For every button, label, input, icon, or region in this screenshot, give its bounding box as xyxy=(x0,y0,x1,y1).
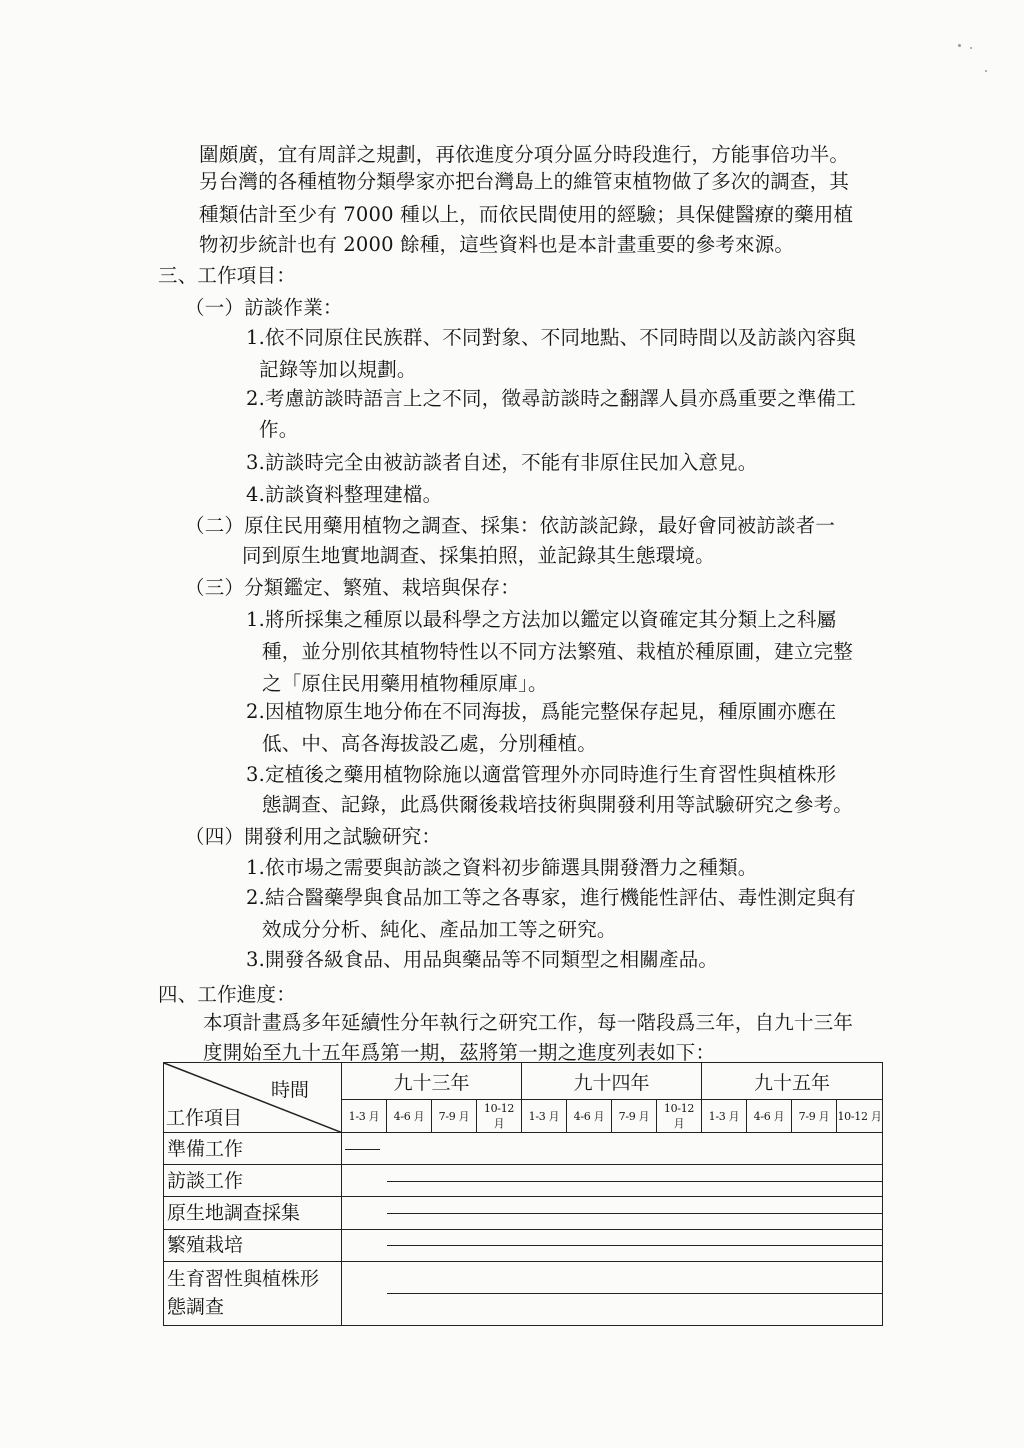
paragraph-line: 種類估計至少有 7000 種以上，而依民間使用的經驗；具保健醫療的藥用植 xyxy=(199,203,854,226)
schedule-table xyxy=(163,1062,883,1326)
list-item: 2.結合醫藥學與食品加工等之各專家，進行機能性評估、毒性測定與有 xyxy=(246,886,857,909)
month-header: 10-12 月 xyxy=(657,1100,702,1133)
year-header-94: 九十四年 xyxy=(522,1063,702,1100)
month-header: 10-12 月 xyxy=(477,1100,522,1133)
subsection-heading: （三）分類鑑定、繁殖、栽培與保存： xyxy=(185,576,520,599)
table-row xyxy=(164,1261,883,1325)
month-header: 10-12 月 xyxy=(837,1100,883,1133)
header-work-item: 工作項目 xyxy=(166,1107,243,1130)
list-item-continued: 態調查、記錄，此爲供爾後栽培技術與開發利用等試驗研究之參考。 xyxy=(262,793,854,816)
list-item: 2.考慮訪談時語言上之不同，徵尋訪談時之翻譯人員亦爲重要之準備工 xyxy=(246,387,857,410)
month-header: 7-9 月 xyxy=(432,1100,477,1133)
section-heading: 三、工作項目： xyxy=(158,264,296,287)
month-header: 1-3 月 xyxy=(522,1100,567,1133)
list-item: 1.依市場之需要與訪談之資料初步篩選具開發潛力之種類。 xyxy=(246,856,758,879)
table-row xyxy=(164,1229,883,1261)
header-time: 時間 xyxy=(270,1079,309,1101)
paragraph-line: 圍頗廣，宜有周詳之規劃，再依進度分項分區分時段進行，方能事倍功半。 xyxy=(199,143,850,166)
row-label-line: 態調查 xyxy=(167,1296,225,1319)
list-item-continued: 效成分分析、純化、產品加工等之研究。 xyxy=(262,918,617,941)
list-item: 3.訪談時完全由被訪談者自述，不能有非原住民加入意見。 xyxy=(246,451,758,474)
list-item-continued: 種，並分別依其植物特性以不同方法繁殖、栽植於種原圃，建立完整 xyxy=(262,640,854,663)
row-label xyxy=(164,1261,342,1325)
row-label: 訪談工作 xyxy=(164,1165,342,1197)
month-header: 7-9 月 xyxy=(792,1100,837,1133)
section-heading: 四、工作進度： xyxy=(158,983,296,1006)
year-header-93: 九十三年 xyxy=(342,1063,522,1100)
list-item: 2.因植物原生地分佈在不同海拔，爲能完整保存起見，種原圃亦應在 xyxy=(246,700,837,723)
table-row xyxy=(164,1165,883,1197)
timeline-cell xyxy=(342,1165,883,1197)
table-row xyxy=(164,1133,883,1165)
subsection-heading: （二）原住民用藥用植物之調查、採集：依訪談記錄，最好會同被訪談者一 xyxy=(185,514,836,537)
subsection-continued: 同到原生地實地調查、採集拍照，並記錄其生態環境。 xyxy=(242,544,715,567)
list-item-continued: 作。 xyxy=(259,418,299,441)
month-header: 1-3 月 xyxy=(342,1100,387,1133)
list-item: 3.開發各級食品、用品與藥品等不同類型之相關產品。 xyxy=(246,948,719,971)
month-header: 4-6 月 xyxy=(567,1100,612,1133)
list-item: 1.將所採集之種原以最科學之方法加以鑑定以資確定其分類上之科屬 xyxy=(246,608,837,631)
row-label: 準備工作 xyxy=(164,1133,342,1165)
schedule-bar xyxy=(387,1213,882,1214)
timeline-cell xyxy=(342,1197,883,1229)
list-item-continued: 記錄等加以規劃。 xyxy=(259,358,417,381)
row-label: 原生地調查採集 xyxy=(164,1197,342,1229)
timeline-cell xyxy=(342,1133,883,1165)
paragraph-line: 物初步統計也有 2000 餘種，這些資料也是本計畫重要的參考來源。 xyxy=(199,233,795,256)
list-item: 4.訪談資料整理建檔。 xyxy=(246,483,443,506)
row-label: 繁殖栽培 xyxy=(164,1229,342,1261)
scan-speck xyxy=(985,70,987,72)
month-header: 1-3 月 xyxy=(702,1100,747,1133)
month-header: 4-6 月 xyxy=(747,1100,792,1133)
paragraph-line: 另台灣的各種植物分類學家亦把台灣島上的維管束植物做了多次的調查，其 xyxy=(199,170,850,193)
subsection-heading: （四）開發利用之試驗研究： xyxy=(185,825,442,848)
list-item: 3.定植後之藥用植物除施以適當管理外亦同時進行生育習性與植株形 xyxy=(246,763,837,786)
year-header-95: 九十五年 xyxy=(702,1063,883,1100)
paragraph-line: 度開始至九十五年爲第一期，茲將第一期之進度列表如下： xyxy=(203,1041,716,1064)
timeline-cell xyxy=(342,1229,883,1261)
schedule-bar xyxy=(387,1181,882,1182)
table-corner-header xyxy=(164,1063,342,1133)
schedule-bar xyxy=(387,1293,882,1294)
timeline-cell xyxy=(342,1261,883,1325)
schedule-bar xyxy=(387,1245,882,1246)
month-header: 4-6 月 xyxy=(387,1100,432,1133)
paragraph-line: 本項計畫爲多年延續性分年執行之研究工作，每一階段爲三年，自九十三年 xyxy=(203,1011,854,1034)
month-header: 7-9 月 xyxy=(612,1100,657,1133)
list-item-continued: 低、中、高各海拔設乙處，分別種植。 xyxy=(262,732,597,755)
row-label-line: 生育習性與植株形 xyxy=(167,1268,320,1291)
list-item: 1.依不同原住民族群、不同對象、不同地點、不同時間以及訪談內容與 xyxy=(246,326,857,349)
schedule-bar xyxy=(345,1149,380,1150)
table-row xyxy=(164,1197,883,1229)
scan-speck xyxy=(970,47,972,49)
scan-speck xyxy=(958,44,961,47)
list-item-continued: 之「原住民用藥用植物種原庫」。 xyxy=(262,672,548,695)
subsection-heading: （一）訪談作業： xyxy=(185,296,343,319)
